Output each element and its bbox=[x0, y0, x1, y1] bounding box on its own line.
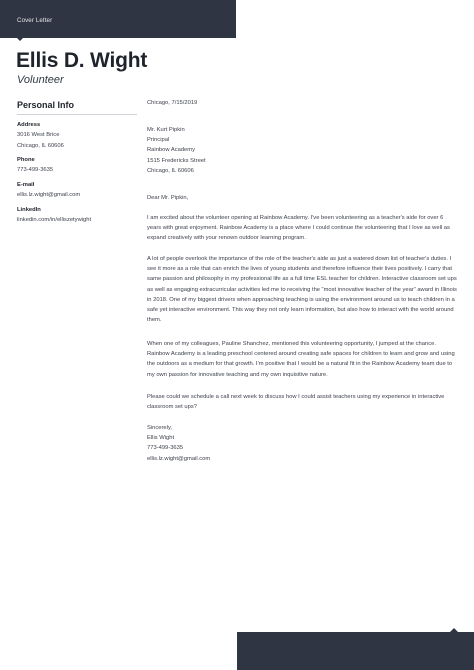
recipient-street: 1515 Fredericks Street bbox=[147, 157, 206, 164]
recipient-name: Mr. Kurt Pipkin bbox=[147, 127, 185, 133]
email-label: E-mail bbox=[17, 182, 35, 188]
address-line-1: 3016 West Brice bbox=[17, 132, 60, 139]
phone-label: Phone bbox=[17, 157, 35, 163]
recipient-role: Principal bbox=[147, 137, 170, 144]
email-block bbox=[17, 180, 142, 201]
letter-paragraph: A lot of people overlook the importance of the role of the teacher's aide as just a watered down list of teacher's duties. I see it more as a role that can enrich the lives of young students and therefore influence their lives positively. I carry that same passion and philosophy in my professional life as a full time ESL teacher for children. Interactive classroom set ups as well as engaging extracurricular activities led me to receiving the “most innovative teacher of the year” award in Illinois in 2018. One of my biggest drivers when approaching teaching is using the environment around us to teach children in a safe yet interactive environment. This way they not only learn information, but also how to interact with the world around them. bbox=[147, 256, 457, 324]
recipient-block bbox=[147, 125, 457, 176]
address-block bbox=[17, 120, 142, 151]
linkedin-block bbox=[17, 205, 142, 226]
footer-band bbox=[237, 632, 474, 670]
applicant-name: Ellis D. Wight bbox=[16, 49, 148, 72]
address-label: Address bbox=[17, 122, 41, 128]
applicant-title: Volunteer bbox=[17, 74, 64, 86]
phone-block bbox=[17, 155, 142, 176]
closing-email: ellis.lz.wight@gmail.com bbox=[147, 455, 211, 462]
closing-phone: 773-499-3635 bbox=[147, 445, 184, 452]
linkedin-value[interactable]: linkedin.com/in/elliszetywight bbox=[17, 217, 92, 224]
phone-value: 773-499-3635 bbox=[17, 167, 54, 174]
letter-greeting: Dear Mr. Pipkin, bbox=[147, 195, 189, 201]
personal-info-heading: Personal Info bbox=[17, 100, 75, 110]
letter-paragraph: When one of my colleagues, Pauline Shanchez, mentioned this volunteering opportunity, I jumped at the chance. Rainbow Academy is a leading preschool centered around creating safe spaces for children to learn and grow and using the outdoors as a medium for that growth. I’m positive that I would be a natural fit in the Rainbow Academy team due to my own passion for innovative teaching and my own inquisitive nature. bbox=[147, 341, 455, 378]
letter-date: Chicago, 7/15/2019 bbox=[147, 100, 198, 106]
document-type-label: Cover Letter bbox=[17, 17, 53, 24]
letter-paragraph: Please could we schedule a call next week to discuss how I could assist teachers using my experience in interactive classroom set ups? bbox=[147, 394, 445, 411]
closing-name: Ellis Wight bbox=[147, 435, 175, 442]
recipient-org: Rainbow Academy bbox=[147, 147, 196, 154]
header-notch-decoration bbox=[16, 37, 24, 41]
closing-salutation: Sincerely, bbox=[147, 425, 173, 431]
recipient-city: Chicago, IL 60606 bbox=[147, 167, 194, 174]
letter-paragraph: I am excited about the volunteer opening at Rainbow Academy. I've been volunteering as a teacher's aide for over 6 years with great enjoyment. Rainbow Academy is a place where I could continue the volunteering that I love as well as expand creatively with your renown outdoor learning program. bbox=[147, 215, 450, 242]
email-value: ellis.lz.wight@gmail.com bbox=[17, 192, 81, 199]
linkedin-label: LinkedIn bbox=[17, 207, 41, 213]
section-divider bbox=[17, 114, 137, 115]
letter-closing bbox=[147, 423, 457, 464]
address-line-2: Chicago, IL 60606 bbox=[17, 142, 64, 149]
